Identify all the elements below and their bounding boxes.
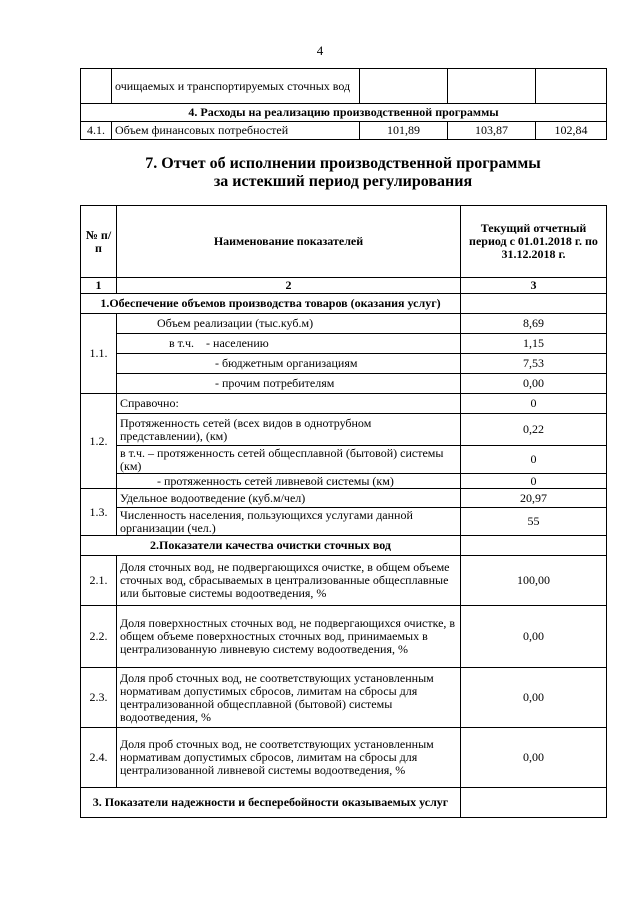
value-cell: 0	[461, 394, 607, 414]
section-row	[81, 788, 607, 818]
report-table	[80, 205, 607, 818]
row-name: Объем финансовых потребностей	[112, 122, 360, 140]
row-name: Протяженность сетей (всех видов в однотрубном представлении), (км)	[117, 414, 461, 446]
table-row	[81, 334, 607, 354]
value-cell: 55	[461, 508, 607, 536]
row-num: 4.1.	[81, 122, 112, 140]
table-row	[81, 556, 607, 606]
heading-line-2: за истекший период регулирования	[213, 173, 473, 190]
table-row	[81, 606, 607, 668]
row-name: Численность населения, пользующихся услугами данной организации (чел.)	[117, 508, 461, 536]
col-number-row	[81, 278, 607, 294]
value-cell: 0,22	[461, 414, 607, 446]
value-cell: 20,97	[461, 489, 607, 508]
value-cell: 0,00	[461, 728, 607, 788]
value-cell: 0,00	[461, 606, 607, 668]
value-cell: 1,15	[461, 334, 607, 354]
value-cell: 7,53	[461, 354, 607, 374]
value-cell: 103,87	[448, 122, 536, 140]
row-name: - бюджетным организациям	[117, 354, 461, 374]
section-row	[81, 104, 607, 122]
row-name: Доля проб сточных вод, не соответствующих установленным нормативам допустимых сбросов, лимитам на сбросы для централизованной общесплавной (бытовой) системы водоотведения, %	[117, 668, 461, 728]
table-row	[81, 489, 607, 508]
table-row	[81, 668, 607, 728]
row-name: - протяженность сетей ливневой системы (км)	[117, 474, 461, 489]
row-name: Справочно:	[117, 394, 461, 414]
section-1-title: 1.Обеспечение объемов производства товаров (оказания услуг)	[81, 294, 461, 314]
col-header-num: № п/п	[81, 206, 117, 278]
section-row	[81, 536, 607, 556]
table-row	[81, 446, 607, 474]
table-row	[81, 474, 607, 489]
row-name: в т.ч. – протяженность сетей общесплавной (бытовой) системы (км)	[117, 446, 461, 474]
heading-line-1: 7. Отчет об исполнении производственной программы	[145, 155, 541, 172]
table-row	[81, 69, 607, 104]
row-name: Доля проб сточных вод, не соответствующих установленным нормативам допустимых сбросов, лимитам на сбросы для централизованной ливневой системы водоотведения, %	[117, 728, 461, 788]
row-name: Объем реализации (тыс.куб.м)	[117, 314, 461, 334]
value-cell: 8,69	[461, 314, 607, 334]
row-num: 2.4.	[81, 728, 117, 788]
row-name: Доля поверхностных сточных вод, не подвергающихся очистке, в общем объеме поверхностных сточных вод, принимаемых в централизованную ливневую систему водоотведения, %	[117, 606, 461, 668]
row-num: 1.1.	[81, 314, 117, 394]
top-table	[80, 68, 607, 140]
table-row	[81, 728, 607, 788]
row-num: 1.3.	[81, 489, 117, 536]
col-number: 1	[81, 278, 117, 294]
section-heading	[80, 155, 606, 191]
header-row	[81, 206, 607, 278]
table-row	[81, 314, 607, 334]
table-row	[81, 414, 607, 446]
value-cell: 0	[461, 446, 607, 474]
row-name: Доля сточных вод, не подвергающихся очистке, в общем объеме сточных вод, сбрасываемых в централизованные общесплавные или бытовые системы водоотведения, %	[117, 556, 461, 606]
section-row	[81, 294, 607, 314]
value-cell: 102,84	[536, 122, 607, 140]
row-num: 2.3.	[81, 668, 117, 728]
value-cell: 0,00	[461, 374, 607, 394]
value-cell: 101,89	[360, 122, 448, 140]
row-name: Удельное водоотведение (куб.м/чел)	[117, 489, 461, 508]
col-number: 2	[117, 278, 461, 294]
row-name: - прочим потребителям	[117, 374, 461, 394]
table-row	[81, 122, 607, 140]
row-name: в т.ч. - населению	[117, 334, 461, 354]
section-4-title: 4. Расходы на реализацию производственной программы	[81, 104, 607, 122]
table-row	[81, 394, 607, 414]
table-row	[81, 374, 607, 394]
value-cell: 0	[461, 474, 607, 489]
section-2-title: 2.Показатели качества очистки сточных вод	[81, 536, 461, 556]
row-cont-name: очищаемых и транспортируемых сточных вод	[112, 69, 360, 104]
page-number: 4	[316, 43, 324, 58]
col-number: 3	[461, 278, 607, 294]
table-row	[81, 354, 607, 374]
row-num: 2.2.	[81, 606, 117, 668]
col-header-name: Наименование показателей	[117, 206, 461, 278]
value-cell: 100,00	[461, 556, 607, 606]
section-3-title: 3. Показатели надежности и бесперебойности оказываемых услуг	[81, 788, 461, 818]
col-header-period: Текущий отчетный период с 01.01.2018 г. по 31.12.2018 г.	[461, 206, 607, 278]
row-num: 2.1.	[81, 556, 117, 606]
table-row	[81, 508, 607, 536]
row-num: 1.2.	[81, 394, 117, 489]
value-cell: 0,00	[461, 668, 607, 728]
